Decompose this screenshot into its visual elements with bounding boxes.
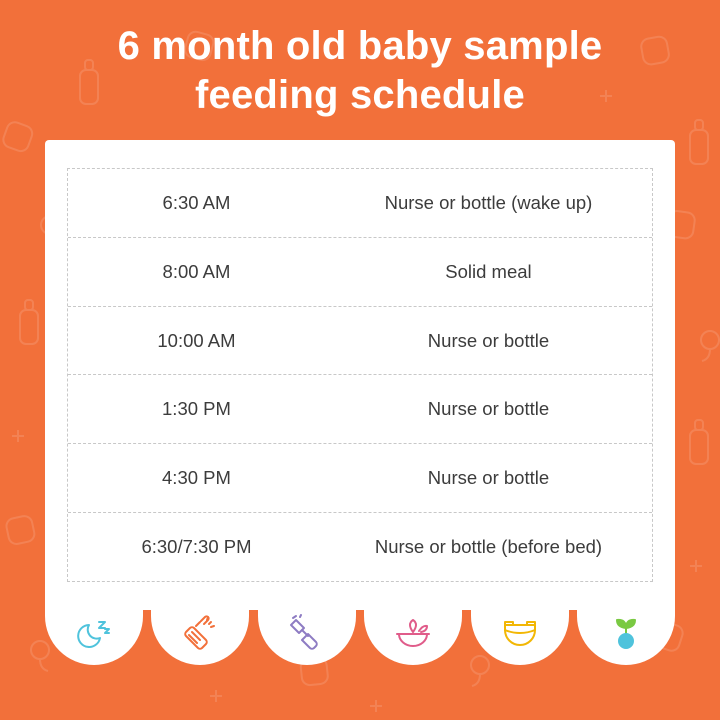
row-description: Solid meal xyxy=(445,260,532,282)
table-row xyxy=(68,444,652,513)
row-description: Nurse or bottle xyxy=(427,329,550,351)
page-title xyxy=(0,0,720,120)
baby-food-bowl-icon xyxy=(393,614,433,654)
row-time: 8:00 AM xyxy=(162,260,231,282)
schedule-table xyxy=(67,168,653,582)
breast-pump-icon xyxy=(287,614,327,654)
icon-scallop-bottle xyxy=(151,603,249,665)
sprout-icon xyxy=(606,614,646,654)
row-time: 4:30 PM xyxy=(162,467,231,489)
schedule-card xyxy=(45,140,675,610)
icon-scallop-sprout xyxy=(577,603,675,665)
icon-scallop-food xyxy=(364,603,462,665)
row-time: 6:30 AM xyxy=(162,191,231,213)
row-description: Nurse or bottle (before bed) xyxy=(374,536,603,558)
row-time: 10:00 AM xyxy=(157,329,236,351)
table-row xyxy=(68,238,652,307)
table-row xyxy=(68,375,652,444)
icon-scallop-sleep xyxy=(45,603,143,665)
icon-scallop-diaper xyxy=(471,603,569,665)
table-row xyxy=(68,307,652,376)
icon-strip xyxy=(45,603,675,665)
page-title-line-2: feeding schedule xyxy=(195,72,525,117)
table-row xyxy=(68,513,652,581)
table-row xyxy=(68,169,652,238)
row-description: Nurse or bottle (wake up) xyxy=(384,191,593,213)
row-description: Nurse or bottle xyxy=(427,467,550,489)
row-time: 1:30 PM xyxy=(162,398,231,420)
row-time: 6:30/7:30 PM xyxy=(141,536,252,558)
baby-bottle-icon xyxy=(180,614,220,654)
diaper-icon xyxy=(500,614,540,654)
icon-scallop-pump xyxy=(258,603,356,665)
page-title-line-1: 6 month old baby sample xyxy=(117,24,603,68)
row-description: Nurse or bottle xyxy=(427,398,550,420)
sleeping-moon-icon xyxy=(74,614,114,654)
